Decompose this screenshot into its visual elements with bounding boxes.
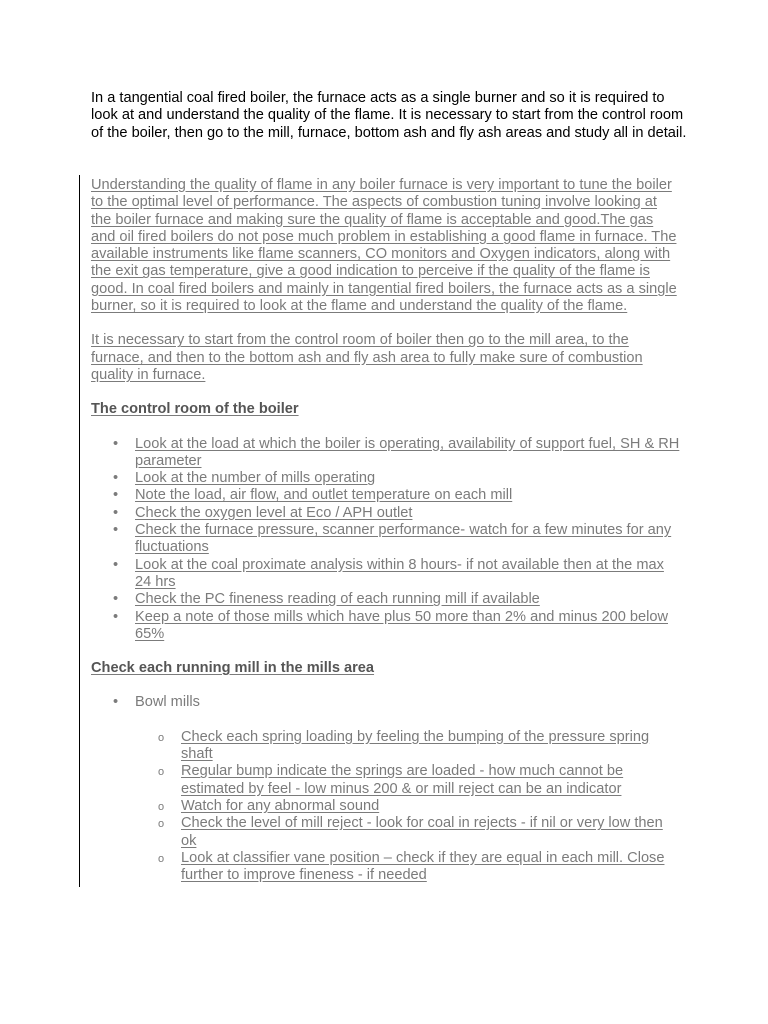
sub-bullet-circle: o — [158, 731, 165, 744]
sub-list-item — [91, 798, 681, 815]
list-item — [91, 591, 681, 608]
bullet-dot: • — [113, 487, 119, 504]
sub-list-item-text: Watch for any abnormal sound — [181, 797, 380, 814]
paragraph-flame-quality-text: Understanding the quality of flame in any boiler furnace is very important to tune the boiler to the optimal level of performance. The aspects of combustion tuning involve looking at the boiler furnace and making sure the quality of flame is acceptable and good.The gas and oil fired boilers do not pose much problem in establishing a good flame in furnace. The available instruments like flame scanners, CO monitors and Oxygen indicators, along with the exit gas temperature, give a good indication to perceive if the quality of the flame is good. In coal fired boilers and mainly in tangential fired boilers, the furnace acts as a single burner, so it is required to look at the flame and understand the quality of the flame. — [91, 177, 677, 315]
sub-bullet-circle: o — [158, 766, 165, 779]
paragraph-start-control-room-text: It is necessary to start from the control room of boiler then go to the mill area, to the furnace, and then to the bottom ash and fly ash area to fully make sure of combustion quality in furnace. — [91, 332, 643, 383]
section-heading-mills-area-text: Check each running mill in the mills area — [91, 660, 375, 677]
section-heading-control-room — [91, 401, 681, 418]
quote-bar — [79, 175, 80, 887]
control-room-list — [91, 436, 681, 644]
sub-bullet-circle: o — [158, 818, 165, 831]
list-item-text: Note the load, air flow, and outlet temperature on each mill — [135, 487, 513, 504]
list-item-text: Keep a note of those mills which have plus 50 more than 2% and minus 200 below 65% — [135, 608, 668, 642]
list-item-text: Bowl mills — [135, 694, 200, 711]
bullet-dot: • — [113, 608, 119, 625]
list-item — [91, 609, 681, 644]
section-heading-mills-area — [91, 660, 681, 677]
section-heading-control-room-text: The control room of the boiler — [91, 401, 299, 418]
list-item — [91, 557, 681, 592]
list-item-text: Check the furnace pressure, scanner performance- watch for a few minutes for any fluctuations — [135, 522, 672, 556]
intro-paragraph: In a tangential coal fired boiler, the furnace acts as a single burner and so it is required to look at and understand the quality of the flame. It is necessary to start from the control room of the boiler, then go to the mill, furnace, bottom ash and fly ash areas and study all in detail. — [91, 90, 687, 141]
list-item — [91, 436, 681, 471]
sub-bullet-circle: o — [158, 800, 165, 813]
paragraph-flame-quality — [91, 177, 681, 315]
sub-list-item-text: Check each spring loading by feeling the bumping of the pressure spring shaft — [181, 728, 650, 763]
bullet-dot: • — [113, 694, 119, 711]
sub-list-item — [91, 763, 681, 798]
list-item-text: Look at the coal proximate analysis within 8 hours- if not available then at the max 24 hrs — [135, 556, 664, 590]
list-item — [91, 505, 681, 522]
list-item — [91, 470, 681, 487]
list-item-text: Look at the load at which the boiler is operating, availability of support fuel, SH & RH parameter — [135, 435, 680, 469]
sub-list-item — [91, 850, 681, 885]
sub-list-item — [91, 729, 681, 764]
list-item-text: Check the oxygen level at Eco / APH outlet — [135, 504, 413, 521]
sub-bullet-circle: o — [158, 852, 165, 865]
list-item — [91, 487, 681, 504]
sub-list-item-text: Look at classifier vane position – check if they are equal in each mill. Close further to improve fineness - if needed — [181, 849, 665, 884]
bullet-dot: • — [113, 591, 119, 608]
bowl-mills-sublist — [91, 729, 681, 885]
list-item-text: Look at the number of mills operating — [135, 470, 376, 487]
sub-list-item-text: Regular bump indicate the springs are loaded - how much cannot be estimated by feel - low minus 200 & or mill reject can be an indicator — [181, 763, 624, 797]
bullet-dot: • — [113, 435, 119, 452]
sub-list-item-text: Check the level of mill reject - look for coal in rejects - if nil or very low then ok — [181, 815, 663, 849]
list-item-bowl-mills — [91, 694, 681, 711]
bullet-dot: • — [113, 470, 119, 487]
quoted-section — [91, 177, 681, 884]
bullet-dot: • — [113, 522, 119, 539]
sub-list-item — [91, 815, 681, 850]
paragraph-start-control-room — [91, 332, 681, 384]
bullet-dot: • — [113, 556, 119, 573]
bullet-dot: • — [113, 504, 119, 521]
list-item — [91, 522, 681, 557]
list-item-text: Check the PC fineness reading of each running mill if available — [135, 591, 540, 608]
mills-list — [91, 694, 681, 711]
